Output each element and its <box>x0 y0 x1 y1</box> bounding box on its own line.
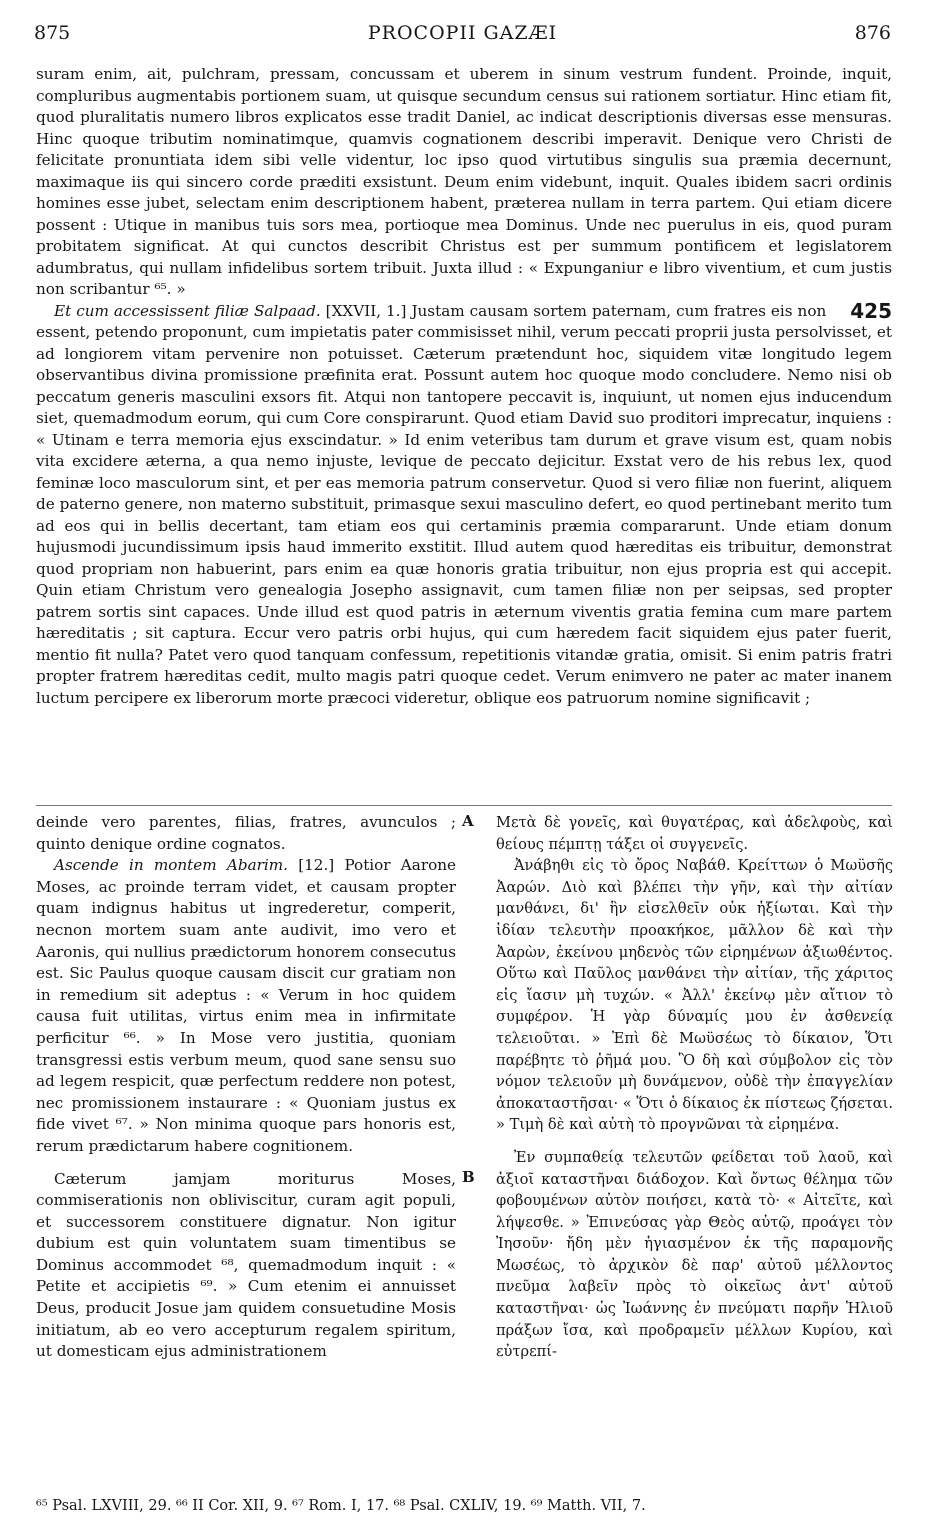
column-marker-b: B <box>462 1168 475 1186</box>
page-number-left: 875 <box>34 22 71 44</box>
column-marker-a: A <box>462 812 474 830</box>
lemma: Ascende in montem Abarim. <box>54 856 288 875</box>
paragraph: Cæterum jamjam moriturus Moses, commiserationis non obliviscitur, curam agit populi, et successorem constituere dignatur. Non igitur dubium est quin voluntatem suam timentibus se Dominus accommodet ⁶⁸, quemadmodum inquit : « Petite et accipietis ⁶⁹. » Cum etenim ei annuisset Deus, producit Josue jam quidem consuetudine Mosis initiatum, ab eo vero accepturum regalem spiritum, ut domesticam ejus administrationem <box>36 1169 456 1361</box>
paragraph <box>36 855 456 1157</box>
scripture-reference: [XXVII, 1.] <box>320 301 412 320</box>
scripture-reference: [12.] <box>287 856 345 875</box>
paragraph: suram enim, ait, pulchram, pressam, concussam et uberem in sinum vestrum fundent. Proinde, inquit, compluribus augmentabis portionem suam, ut quisque secundum census sui rationem sortiatur. Hinc etiam fit, quod pluralitatis numero libros explicatos esse tradit Daniel, ac indicat descriptionis diversas esse mensuras. Hinc quoque tributim nominatimque, quamvis cognationem describi imperavit. Denique vero Christi de felicitate pronuntiata idem sibi velle videntur, loc ipso quod virtutibus singulis sua præmia decernunt, maximaque iis qui sincero corde præditi exsistunt. Deum enim videbunt, inquit. Quales ibidem sacri ordinis homines esse jubet, selectam enim descriptionem habent, præterea nullam in terra partem. Qui etiam dicere possent : Utique in manibus tuis sors mea, portioque mea Dominus. Unde nec puerulus in eis, quod puram probitatem significat. At qui cunctos describit Christus est per summum pontificem et legislatorem adumbratus, qui nullam infidelibus sortem tribuit. Juxta illud : « Expunganiur e libro viventium, et cum justis non scribantur ⁶⁵. » <box>36 65 892 298</box>
full-width-text <box>36 64 892 709</box>
lemma: Et cum accessissent filiæ Salpaad. <box>54 301 321 320</box>
paragraph: Ἐν συμπαθείᾳ τελευτῶν φείδεται τοῦ λαοῦ, καὶ ἀξιοῖ καταστῆναι διάδοχον. Καὶ ὄντως θέλημα τῶν φοβουμένων αὐτὸν ποιήσει, κατὰ τὸ· « Αἰτεῖτε, καὶ λήψεσθε. » Ἐπινεύσας γὰρ Θεὸς αὐτῷ, προάγει τὸν Ἰησοῦν· ἤδη μὲν ἡγιασμένον ἐκ τῆς παραμονῆς Μωσέως, τὸ ἀρχικὸν δὲ παρ' αὐτοῦ μέλλοντος πνεῦμα λαβεῖν πρὸς τὸ οἰκεῖως ἀντ' αὐτοῦ καταστῆναι· ὡς Ἰωάννης ἐν πνεύματι παρῆν Ἡλιοῦ πράξων ἴσα, καὶ προδραμεῖν μέλλων Κυρίου, καὶ εὐτρεπί- <box>496 1148 893 1361</box>
paragraph-text: Justam causam sortem paternam, cum fratres eis non essent, petendo proponunt, cum impietatis pater commisisset nihil, verum peccati proprii justa persolvisset, et ad longiorem vitam pervenire non potuisset. Cæterum prætendunt hoc, siquidem vitæ longitudo legem observantibus divina promissione præfinita erat. Possunt autem hoc quoque modo concludere. Nemo nisi ob peccatum generis masculini exsors fit. Atqui non tantopere peccavit is, inquiunt, ut nomen ejus inducendum siet, quemadmodum eorum, qui cum Core conspirarunt. Quod etiam David suo proditori imprecatur, inquiens : « Utinam e terra memoria ejus exscindatur. » Id enim veteribus tam durum et grave visum est, quam nobis vita excidere æterna, a qua nemo injuste, levique de peccato dejicitur. Exstat vero de his rebus lex, quod feminæ loco masculorum sint, et per eas memoria patrum conservetur. Quod si vero filiæ non fuerint, aliquem de paterno genere, non materno substituit, primasque sexui masculino defert, eo quod pertinebant merito tum ad eos qui in bellis decertant, tam etiam eos qui certaminis præmia compararunt. Unde etiam donum hujusmodi jucundissimum ipsis haud immerito exstitit. Illud autem quod hæreditas eis tribuitur, demonstrat quod propriam non habuerint, pars enim ea quæ honoris gratia tribuitur, non ejus propria est qui accepit. Quin etiam Christum vero genealogia Josepho assignavit, cum tamen filiæ non per seipsas, sed propter patrem sortis sint capaces. Unde illud est quod patris in æternum viventis gratia femina cum mare partem hæreditatis ; sit captura. Eccur vero patris orbi hujus, qui cum hæredem facit siquidem ejus pater fuerit, mentio fit nulla? Patet vero quod tanquam confessum, repetitionis vitandæ gratia, omisit. Si enim patris fratri propter fratrem hæreditas cedit, multo magis patri quoque cedet. Verum enimvero ne pater ac mater inanem luctum percipere ex liberorum morte præcoci videretur, oblique eos patruorum nomine significavit ; <box>36 301 892 707</box>
running-title: PROCOPII GAZÆI <box>367 22 558 44</box>
paragraph-text: Potior Aarone Moses, ac proinde terram videt, et causam propter quam indignus habitus ut ingrederetur, comperit, necnon mortem suam ante audivit, imo vero et Aaronis, qui nullius prædictorum honorem consecutus est. Sic Paulus quoque causam discit cur gratiam non in remedium sit adeptus : « Verum in hoc quidem causa fuit utilitas, virtus enim mea in infirmitate perficitur ⁶⁶. » In Mose vero justitia, quoniam transgressi estis verbum meum, quod sane sensu suo ad legem respicit, quæ perfectum reddere non potest, nec promissionem instaurare : « Quoniam justus ex fide vivet ⁶⁷. » Non minima quoque pars honoris est, rerum prædictarum habere cognitionem. <box>36 856 456 1155</box>
paragraph: Ἀνάβηθι εἰς τὸ ὄρος Ναβάθ. Κρείττων ὁ Μωϋσῆς Ἀαρών. Διὸ καὶ βλέπει τὴν γῆν, καὶ τὴν αἰτίαν μανθάνει, δι' ἣν εἰσελθεῖν οὐκ ἠξίωται. Καὶ τὴν ἰδίαν τελευτὴν προακήκοε, μᾶλλον δὲ καὶ τὴν Ἀαρὼν, ἐκείνου μηδενὸς τῶν εἰρημένων ἀξιωθέντος. Οὕτω καὶ Παῦλος μανθάνει τὴν αἰτίαν, τῆς χάριτος εἰς ἴασιν μὴ τυχών. « Ἀλλ' ἐκείνῳ μὲν αἴτιον τὸ συμφέρον. Ἡ γὰρ δύναμίς μου ἐν ἀσθενείᾳ τελειοῦται. » Ἐπὶ δὲ Μωϋσέως τὸ δίκαιον, Ὅτι παρέβητε τὸ ῥῆμά μου. Ὃ δὴ καὶ σύμβολον εἰς τὸν νόμον τελειοῦν μὴ δυνάμενον, οὐδὲ τὴν ἐπαγγελίαν ἀποκαταστῆσαι· « Ὅτι ὁ δίκαιος ἐκ πίστεως ζήσεται. » Τιμὴ δὲ καὶ αὐτὴ τὸ προγνῶναι τὰ εἰρημένα. <box>496 857 893 1134</box>
page-number-right: 876 <box>854 22 891 44</box>
footnotes: ⁶⁵ Psal. LXVIII, 29. ⁶⁶ II Cor. XII, 9. ⁶⁷ Rom. I, 17. ⁶⁸ Psal. CXLIV, 19. ⁶⁹ Matth. VII, 7. <box>36 1498 646 1514</box>
margin-column-number: 425 <box>850 298 892 323</box>
section-divider <box>36 805 892 806</box>
greek-column <box>496 812 893 1363</box>
paragraph: Μετὰ δὲ γονεῖς, καὶ θυγατέρας, καὶ ἀδελφοὺς, καὶ θείους πέμπτῃ τάξει οἱ συγγενεῖς. <box>496 814 893 853</box>
latin-column <box>36 812 456 1363</box>
running-header <box>34 22 891 52</box>
paragraph: deinde vero parentes, filias, fratres, avunculos ; quinto denique ordine cognatos. <box>36 813 456 853</box>
paragraph <box>36 298 892 710</box>
